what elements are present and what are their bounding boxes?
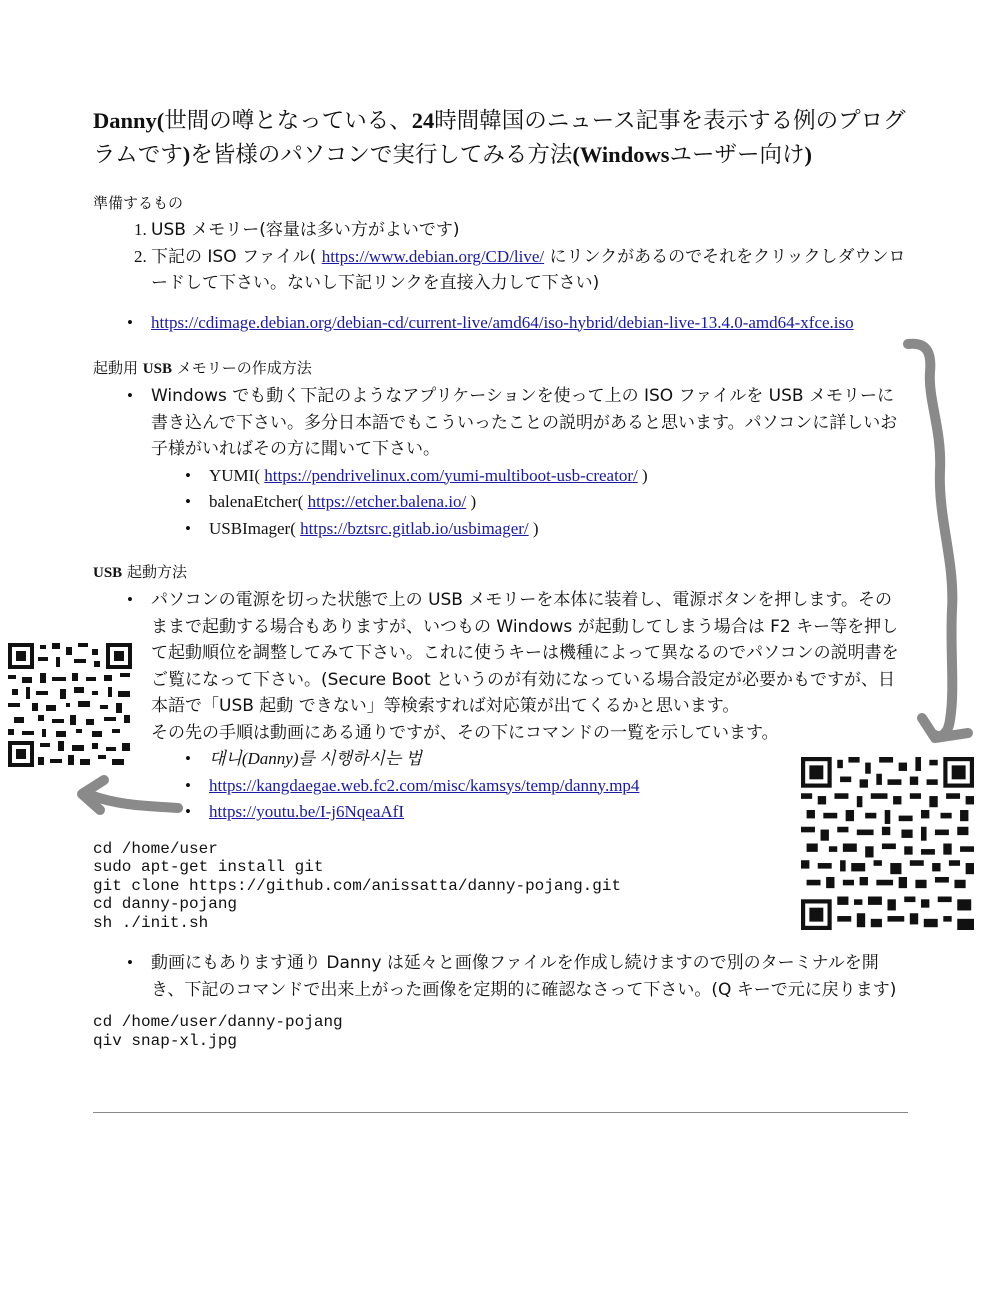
heading-text: メモリーの作成方法 [171, 359, 312, 377]
tool-name: USBImager( [209, 518, 301, 538]
usb-make-text: Windows でも動く下記のようなアプリケーションを使って上の ISO ファイルを USB メモリーに書き込んで下さい。多分日本語でもこういったことの説明があると思います。パソコンに詳しいお子様がいればその方に聞いて下さい。 [151, 386, 898, 459]
tool-paren: ) [637, 465, 648, 485]
title-segment: ) [804, 142, 812, 167]
tool-paren: ) [466, 492, 477, 511]
yumi-link[interactable]: https://pendrivelinux.com/yumi-multiboot-usb-creator/ [264, 465, 638, 485]
boot-text-2: その先の手順は動画にある通りですが、その下にコマンドの一覧を示しています。 [151, 722, 779, 743]
usbimager-link[interactable]: https://bztsrc.gitlab.io/usbimager/ [300, 518, 529, 538]
command-block-install: cd /home/user sudo apt-get install git git clone https://github.com/anissatta/danny-pojang.git cd danny-pojang sh ./init.sh [93, 839, 622, 932]
title-segment: ) [182, 142, 191, 167]
debian-live-link[interactable]: https://www.debian.org/CD/live/ [321, 246, 545, 266]
title-segment: 時間韓国のニュース記事を表示する例のプログラムです [93, 108, 906, 168]
video-mp4-link[interactable]: https://kangdaegae.web.fc2.com/misc/kamsys/temp/danny.mp4 [209, 775, 640, 795]
prep-heading: 準備するもの [93, 194, 184, 212]
video-title: 대니(Danny)를 시행하시는 법 [209, 749, 422, 768]
title-segment: Danny( [93, 108, 165, 133]
tool-name: YUMI( [209, 465, 265, 485]
title-segment: ユーザー向け [669, 142, 805, 168]
boot-text: パソコンの電源を切った状態で上の USB メモリーを本体に装着し、電源ボタンを押します。そのままで起動する場合もありますが、いつもの Windows が起動してしまう場合は F2 キー等を押して起動順位を調整してみて下さい。これに使うキーは機種によって異なるのでパソコンの説明書をご覧になって下さい。(Secure Boot というのが有効になっている場合設定が必要かもですが、日本語で「USB 起動 できない」等検索すれば対応策が出てくるかと思います。 [151, 590, 899, 716]
iso-download-link[interactable]: https://cdimage.debian.org/debian-cd/current-live/amd64/iso-hybrid/debian-live-13.4.0-amd64-xfce.iso [151, 312, 854, 332]
etcher-link[interactable]: https://etcher.balena.io/ [307, 492, 467, 511]
youtube-link[interactable]: https://youtu.be/I-j6NqeaAfI [209, 802, 404, 821]
prep-item-text: USB メモリー(容量は多い方がよいです) [151, 220, 460, 240]
prep-item-text: にリンクがあるのでそれをクリックしダウンロードして下さい。ないし下記リンクを直接入力して下さい) [151, 246, 906, 293]
command-block-view: cd /home/user/danny-pojang qiv snap-xl.jpg [93, 1013, 343, 1050]
tool-paren: ) [528, 518, 539, 538]
title-segment: 24 [411, 108, 435, 133]
title-segment: 世間の噂となっている、 [164, 108, 412, 134]
title-segment: を皆様のパソコンで実行してみる方法 [190, 142, 573, 168]
heading-text: USB [93, 565, 123, 581]
prep-item-text: 下記の ISO ファイル( [151, 246, 322, 267]
tool-name: balenaEtcher( [209, 492, 308, 511]
note-text: 動画にもあります通り Danny は延々と画像ファイルを作成し続けますので別のターミナルを開き、下記のコマンドで出来上がった画像を定期的に確認なさって下さい。(Q キーで元に戻ります) [151, 953, 897, 1000]
heading-text: USB [142, 361, 172, 377]
heading-text: 起動用 [93, 359, 143, 377]
title-segment: (Windows [572, 142, 670, 167]
heading-text: 起動方法 [122, 563, 187, 581]
